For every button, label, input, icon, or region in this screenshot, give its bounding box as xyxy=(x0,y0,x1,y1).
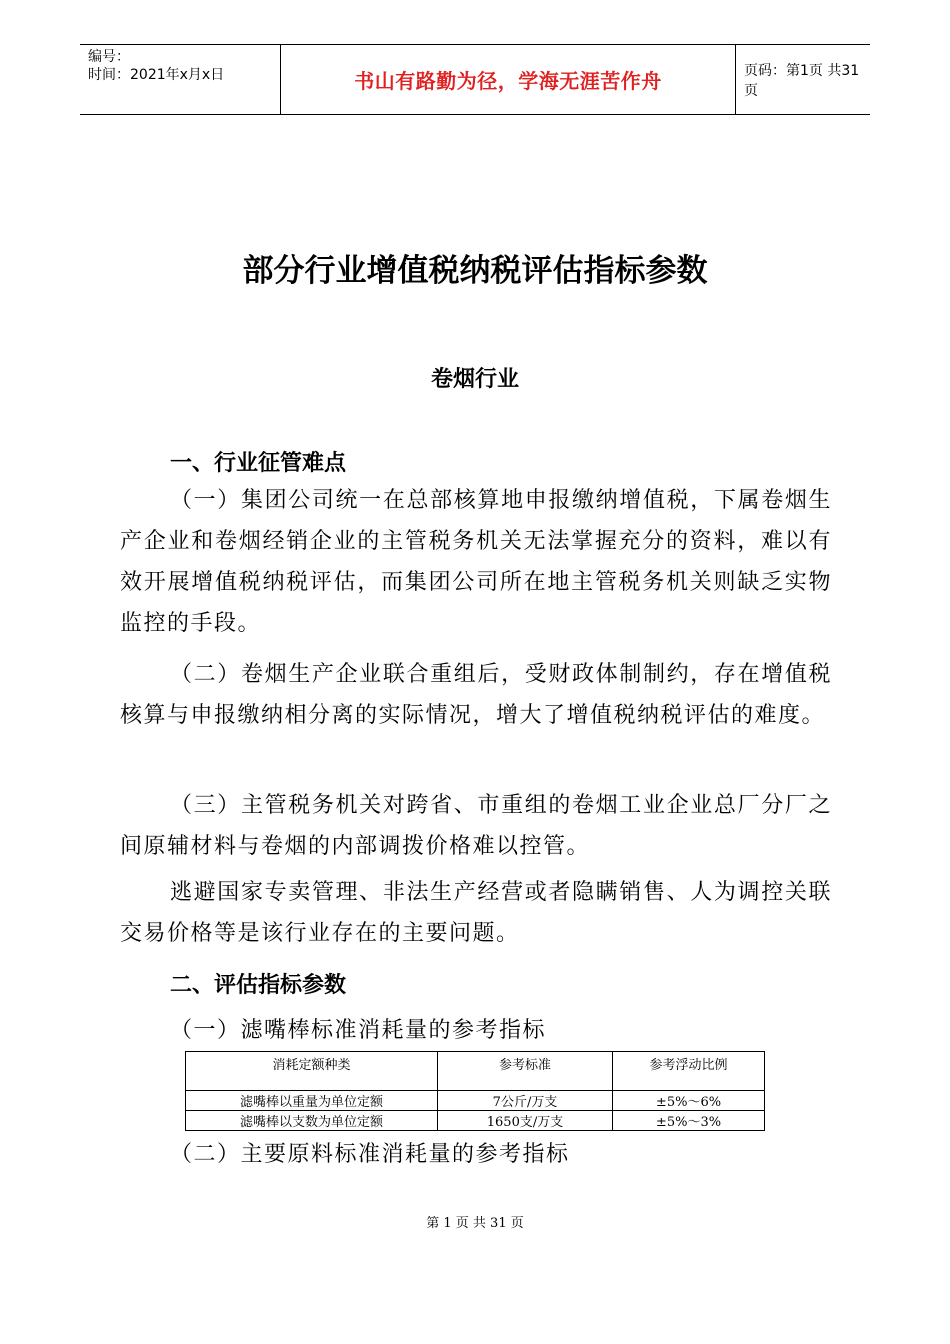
consumption-table xyxy=(185,1051,765,1131)
table-header-cell: 参考浮动比例 xyxy=(613,1052,765,1091)
page-footer: 第 1 页 共 31 页 xyxy=(426,1216,524,1231)
table-cell: ±5%～6% xyxy=(613,1091,765,1111)
paragraph-4: 逃避国家专卖管理、非法生产经营或者隐瞒销售、人为调控关联交易价格等是该行业存在的主要问题。 xyxy=(120,880,832,946)
table-cell: 7公斤/万支 xyxy=(438,1091,613,1111)
table-cell: ±5%～3% xyxy=(613,1111,765,1131)
number-label: 编号： xyxy=(88,49,130,65)
paragraph-1: （一）集团公司统一在总部核算地申报缴纳增值税，下属卷烟生产企业和卷烟经销企业的主管税务机关无法掌握充分的资料，难以有效开展增值税纳税评估，而集团公司所在地主管税务机关则缺乏实物监控的手段。 xyxy=(120,488,832,636)
table-header-cell: 参考标准 xyxy=(438,1052,613,1091)
document-title: 部分行业增值税纳税评估指标参数 xyxy=(242,253,708,289)
table-row xyxy=(186,1111,765,1131)
subsection-2: （二）主要原料标准消耗量的参考指标 xyxy=(170,1142,570,1167)
table-header-cell: 消耗定额种类 xyxy=(186,1052,438,1091)
header-motto: 书山有路勤为径，学海无涯苦作舟 xyxy=(354,69,662,93)
page-label: 页码：第1页 共31页 xyxy=(744,62,860,99)
section-heading-2: 二、评估指标参数 xyxy=(170,973,347,998)
table-row xyxy=(186,1091,765,1111)
subsection-1: （一）滤嘴棒标准消耗量的参考指标 xyxy=(170,1018,547,1043)
table-header-row xyxy=(186,1052,765,1091)
table-cell: 滤嘴棒以重量为单位定额 xyxy=(186,1091,438,1111)
document-subtitle: 卷烟行业 xyxy=(430,367,519,392)
header-page-cell xyxy=(736,45,870,114)
time-label: 时间：2021年x月x日 xyxy=(88,67,225,83)
paragraph-3: （三）主管税务机关对跨省、市重组的卷烟工业企业总厂分厂之间原辅材料与卷烟的内部调拨价格难以控管。 xyxy=(120,793,832,859)
page-header xyxy=(80,44,870,115)
header-meta xyxy=(80,45,280,114)
section-heading-1: 一、行业征管难点 xyxy=(170,451,347,476)
paragraph-2: （二）卷烟生产企业联合重组后，受财政体制制约，存在增值税核算与申报缴纳相分离的实际情况，增大了增值税纳税评估的难度。 xyxy=(120,662,832,728)
table-cell: 滤嘴棒以支数为单位定额 xyxy=(186,1111,438,1131)
header-motto-cell xyxy=(280,45,736,114)
table-cell: 1650支/万支 xyxy=(438,1111,613,1131)
